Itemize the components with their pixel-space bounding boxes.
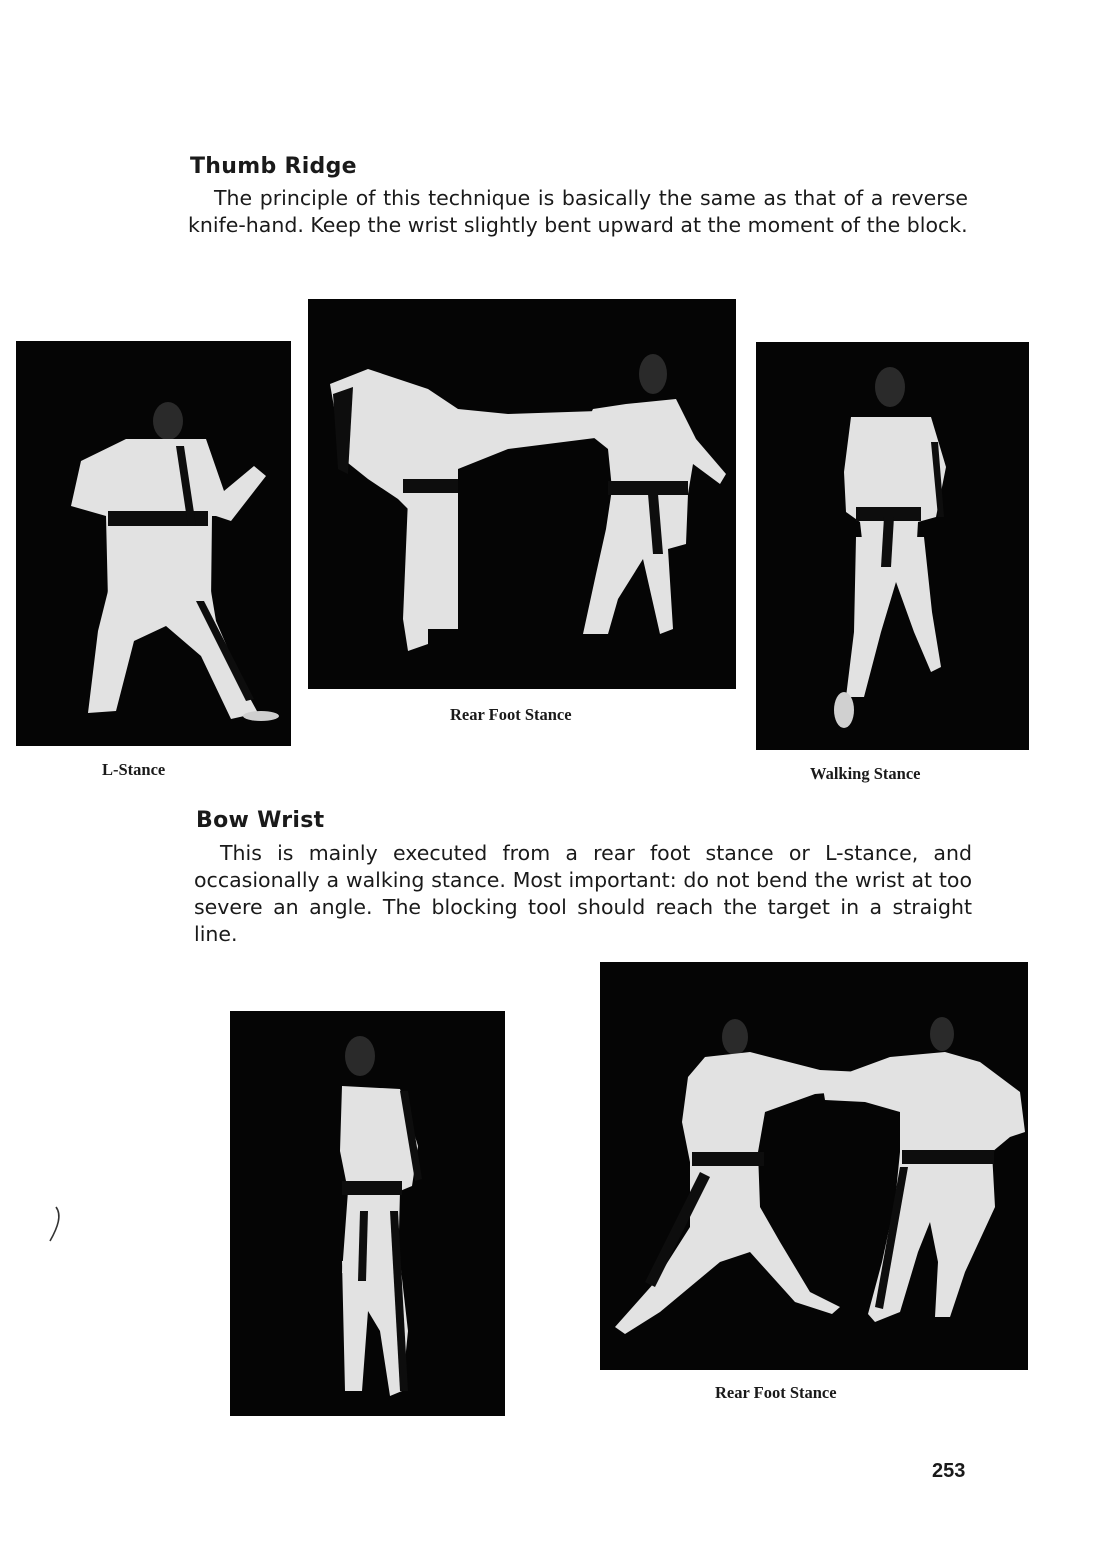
thumb-ridge-paragraph: The principle of this technique is basically the same as that of a reverse knife-hand. Keep the wrist slightly bent upward at the moment of the block.	[188, 186, 968, 237]
rear-foot-stance-caption-top: Rear Foot Stance	[450, 705, 572, 724]
bow-wrist-paragraph: This is mainly executed from a rear foot stance or L-stance, and occasionally a walking stance. Most important: do not bend the wrist at too severe an angle. The blocking tool should reach the target in a straight line.	[194, 841, 972, 946]
rear-foot-stance-kick-photo	[308, 299, 736, 689]
l-stance-photo	[16, 341, 291, 746]
rear-foot-stance-caption-bottom: Rear Foot Stance	[715, 1383, 837, 1402]
rear-foot-stance-pair-photo	[600, 962, 1028, 1370]
walking-stance-caption: Walking Stance	[810, 764, 921, 783]
bow-wrist-side-photo	[230, 1011, 505, 1416]
pen-mark	[46, 1205, 66, 1245]
page-number: 253	[932, 1460, 966, 1482]
bow-wrist-heading: Bow Wrist	[196, 808, 325, 833]
walking-stance-photo	[756, 342, 1029, 750]
l-stance-caption: L-Stance	[102, 760, 166, 779]
thumb-ridge-heading: Thumb Ridge	[190, 154, 357, 179]
